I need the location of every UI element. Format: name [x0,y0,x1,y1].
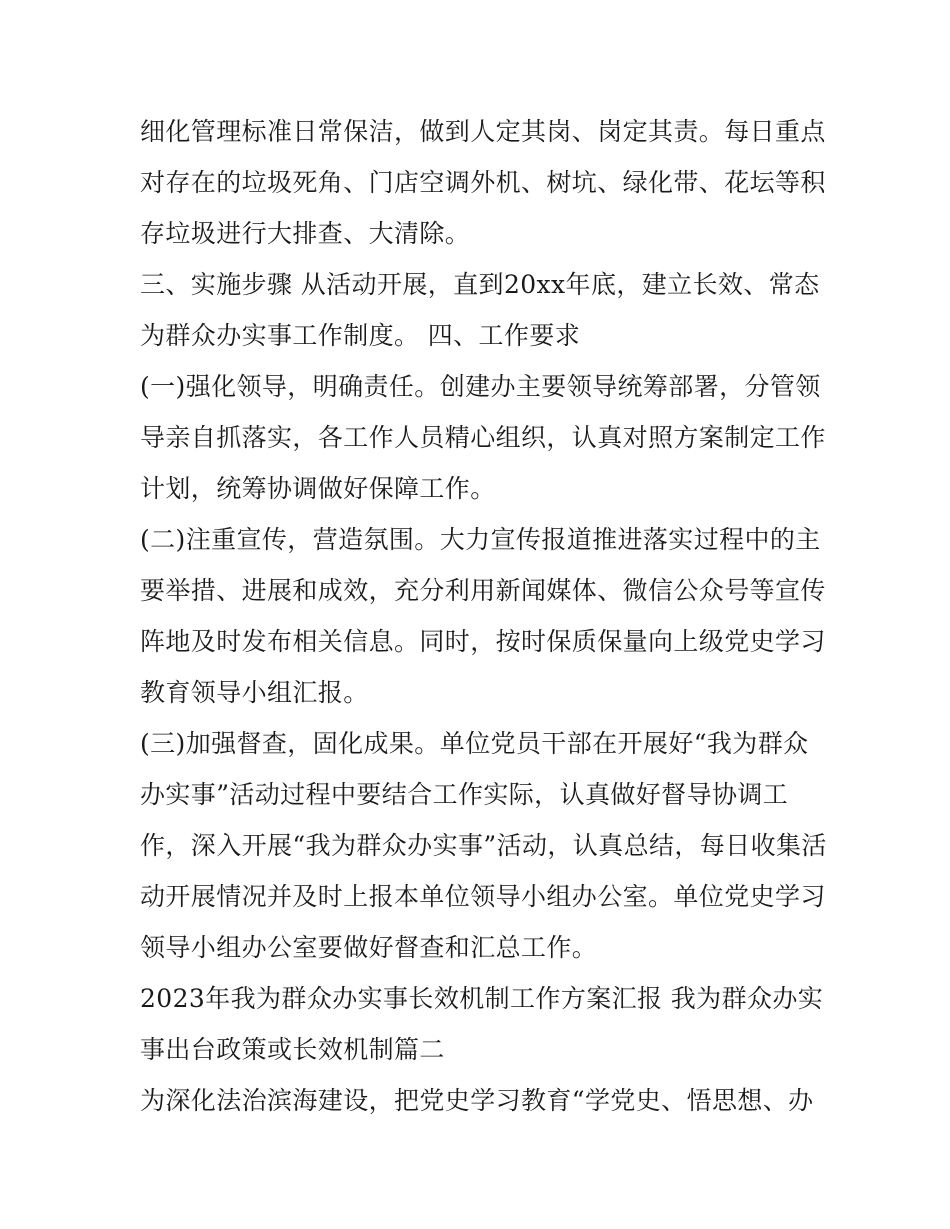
title-line: 事出台政策或长效机制篇二 [140,1035,445,1064]
text-line: 要举措、进展和成效，充分利用新闻媒体、微信公众号等宣传 [140,576,826,605]
text-line: (一)强化领导，明确责任。创建办主要领导统筹部署，分管领 [140,372,821,401]
title-line: 2023年我为群众办实事长效机制工作方案汇报 我为群众办实 [140,984,824,1013]
text-line: 阵地及时发布相关信息。同时，按时保质保量向上级党史学习 [140,627,826,656]
text-line: 作，深入开展“我为群众办实事”活动，认真总结，每日收集活 [140,831,827,860]
text-line: 办实事”活动过程中要结合工作实际，认真做好督导协调工 [140,780,789,809]
text-line: 为群众办实事工作制度。 四、工作要求 [140,321,581,350]
text-line: 对存在的垃圾死角、门店空调外机、树坑、绿化带、花坛等积 [140,168,826,197]
document-body [140,106,827,1126]
text-line: 导亲自抓落实，各工作人员精心组织，认真对照方案制定工作 [140,423,826,452]
text-line: 为深化法治滨海建设，把党史学习教育“学党史、悟思想、办 [140,1086,814,1115]
text-line: 计划，统筹协调做好保障工作。 [140,474,496,503]
text-line: 领导小组办公室要做好督查和汇总工作。 [140,933,598,962]
text-line: 动开展情况并及时上报本单位领导小组办公室。单位党史学习 [140,882,826,911]
text-line: 存垃圾进行大排查、大清除。 [140,219,471,248]
section-heading-line: 三、实施步骤 从活动开展，直到20xx年底，建立长效、常态 [140,270,820,299]
text-line: 教育领导小组汇报。 [140,678,369,707]
text-line: (二)注重宣传，营造氛围。大力宣传报道推进落实过程中的主 [140,525,821,554]
text-line: 细化管理标准日常保洁，做到人定其岗、岗定其责。每日重点 [140,117,826,146]
text-line: (三)加强督查，固化成果。单位党员干部在开展好“我为群众 [140,729,809,758]
